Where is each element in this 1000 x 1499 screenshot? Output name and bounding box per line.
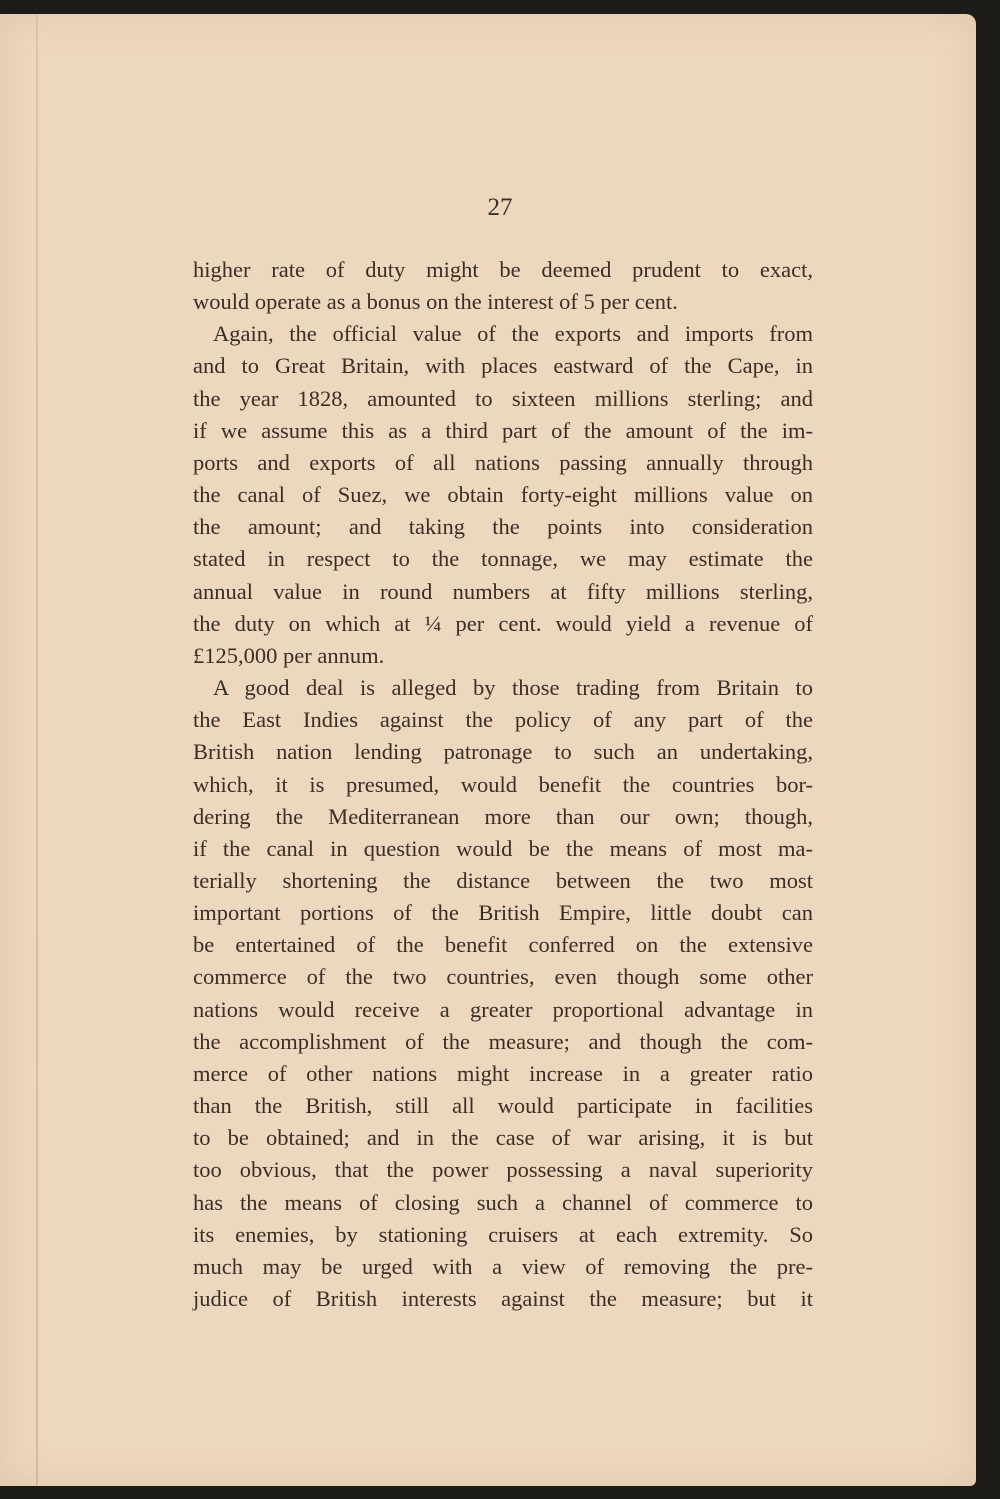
text-line: if we assume this as a third part of the amount of the im-	[193, 417, 813, 443]
text-line: the duty on which at ¼ per cent. would yield a revenue of	[193, 610, 813, 636]
text-line: to be obtained; and in the case of war arising, it is but	[193, 1125, 813, 1151]
text-line: the East Indies against the policy of any part of the	[193, 707, 813, 733]
text-line: if the canal in question would be the means of most ma-	[193, 835, 813, 861]
text-line: too obvious, that the power possessing a naval superiority	[193, 1157, 813, 1183]
page-fold	[36, 14, 38, 1486]
text-line: nations would receive a greater proportional advantage in	[193, 996, 813, 1022]
text-line: A good deal is alleged by those trading from Britain to	[213, 675, 813, 701]
text-line: would operate as a bonus on the interest of 5 per cent.	[193, 289, 678, 315]
text-line: dering the Mediterranean more than our own; though,	[193, 803, 813, 829]
text-line: higher rate of duty might be deemed prudent to exact,	[193, 257, 813, 282]
text-line: than the British, still all would participate in facilities	[193, 1093, 813, 1119]
text-line: annual value in round numbers at fifty millions sterling,	[193, 578, 813, 604]
text-line: and to Great Britain, with places eastward of the Cape, in	[193, 353, 813, 379]
text-line: its enemies, by stationing cruisers at each extremity. So	[193, 1221, 813, 1247]
text-line: the year 1828, amounted to sixteen millions sterling; and	[193, 385, 813, 411]
text-line: £125,000 per annum.	[193, 642, 385, 668]
text-line: British nation lending patronage to such an undertaking,	[193, 739, 813, 765]
body-text	[193, 254, 813, 1315]
text-line: ports and exports of all nations passing annually through	[193, 449, 813, 475]
text-line: stated in respect to the tonnage, we may estimate the	[193, 546, 813, 572]
text-line: the amount; and taking the points into consideration	[193, 514, 813, 540]
text-line: merce of other nations might increase in a greater ratio	[193, 1060, 813, 1086]
page-number: 27	[487, 194, 513, 221]
text-line: which, it is presumed, would benefit the countries bor-	[193, 771, 813, 797]
text-line: much may be urged with a view of removing the pre-	[193, 1253, 813, 1279]
text-line: terially shortening the distance between the two most	[193, 867, 813, 893]
text-line: the canal of Suez, we obtain forty-eight millions value on	[193, 482, 813, 508]
text-line: has the means of closing such a channel of commerce to	[193, 1189, 813, 1215]
text-line: be entertained of the benefit conferred on the extensive	[193, 932, 813, 958]
text-line: the accomplishment of the measure; and though the com-	[193, 1028, 813, 1054]
text-line: Again, the official value of the exports and imports from	[213, 321, 813, 347]
text-line: judice of British interests against the measure; but it	[193, 1286, 813, 1311]
text-line: commerce of the two countries, even though some other	[193, 964, 813, 990]
text-line: important portions of the British Empire, little doubt can	[193, 900, 813, 926]
